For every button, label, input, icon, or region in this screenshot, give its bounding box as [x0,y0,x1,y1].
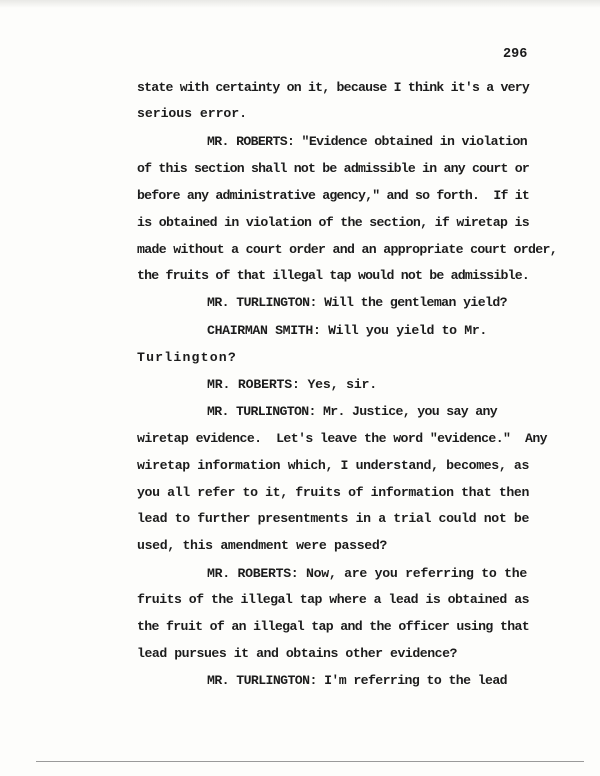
text-line-5: before any administrative agency," and so forth. If it [137,188,529,203]
text-line-22: lead pursues it and obtains other evidence? [137,646,457,661]
text-line-1: state with certainty on it, because I think it's a very [137,80,529,95]
text-line-3: MR. ROBERTS: "Evidence obtained in violation [207,134,527,149]
text-line-11: Turlington? [137,350,237,365]
text-line-16: you all refer to it, fruits of information that then [137,485,529,500]
text-line-14: wiretap evidence. Let's leave the word "evidence." Any [137,431,547,446]
text-line-13: MR. TURLINGTON: Mr. Justice, you say any [207,404,497,419]
text-line-8: the fruits of that illegal tap would not be admissible. [137,268,529,283]
text-line-20: fruits of the illegal tap where a lead is obtained as [137,592,529,607]
text-line-17: lead to further presentments in a trial could not be [137,511,529,526]
page-bottom-edge [36,761,584,762]
text-line-2: serious error. [137,106,247,121]
text-line-12: MR. ROBERTS: Yes, sir. [207,377,377,392]
text-line-21: the fruit of an illegal tap and the officer using that [137,619,529,634]
text-line-7: made without a court order and an appropriate court order, [137,242,557,257]
text-line-18: used, this amendment were passed? [137,538,387,553]
text-line-9: MR. TURLINGTON: Will the gentleman yield? [207,295,507,310]
text-line-10: CHAIRMAN SMITH: Will you yield to Mr. [207,323,487,338]
text-line-15: wiretap information which, I understand, becomes, as [137,458,529,473]
text-line-4: of this section shall not be admissible in any court or [137,161,529,176]
page-edge-shadow [0,0,600,8]
text-line-23: MR. TURLINGTON: I'm referring to the lead [207,673,507,688]
page-number: 296 [503,47,528,62]
text-line-19: MR. ROBERTS: Now, are you referring to the [207,566,527,581]
text-line-6: is obtained in violation of the section, if wiretap is [137,215,529,230]
